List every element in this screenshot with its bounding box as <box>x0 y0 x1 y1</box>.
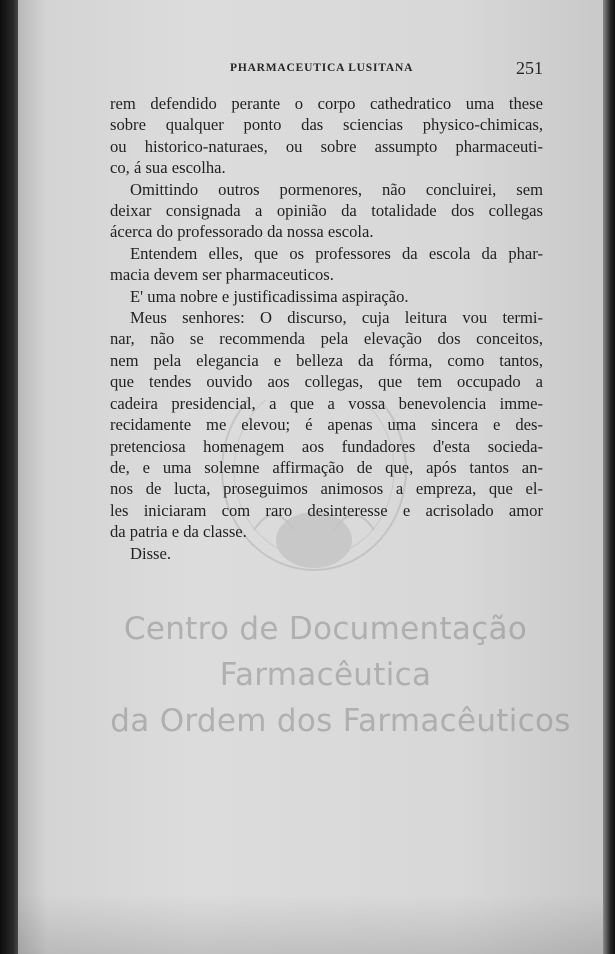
text-line: E' uma nobre e justificadissima aspiração. <box>130 286 409 306</box>
text-line: Disse. <box>130 543 172 563</box>
text-line: Omittindo outros pormenores, não concluirei, sem <box>130 179 543 199</box>
text-line: nos de lucta, proseguimos animosos a empreza, que el- <box>110 479 543 499</box>
text-line: ácerca do professorado da nossa escola. <box>110 222 374 242</box>
text-line: recidamente me elevou; é apenas uma sincera e des- <box>110 415 543 435</box>
text-line: nar, não se recommenda pela elevação dos conceitos, <box>110 329 543 349</box>
text-line: co, á sua escolha. <box>110 158 226 178</box>
text-line: Meus senhores: O discurso, cuja leitura vou termi- <box>130 308 543 328</box>
book-fore-edge <box>603 0 615 954</box>
book-page <box>18 0 603 954</box>
text-line: que tendes ouvido aos collegas, que tem occupado a <box>110 372 543 392</box>
text-line: rem defendido perante o corpo cathedratico uma these <box>110 94 543 113</box>
text-line: deixar consignada a opinião da totalidade dos collegas <box>110 201 543 221</box>
text-line: pretenciosa homenagem aos fundadores d'esta socieda- <box>110 436 543 456</box>
text-line: sobre qualquer ponto das sciencias physico-chimicas, <box>110 115 543 135</box>
text-line: macia devem ser pharmaceuticos. <box>110 265 334 285</box>
text-line: les iniciaram com raro desinteresse e acrisolado amor <box>110 500 543 520</box>
page-number: 251 <box>516 58 543 78</box>
body-text <box>110 93 543 564</box>
archive-watermark <box>18 606 615 744</box>
text-line: nem pela elegancia e belleza da fórma, como tantos, <box>110 350 543 370</box>
watermark-line-1: Centro de Documentação Farmacêutica <box>123 611 528 693</box>
watermark-line-2: da Ordem dos Farmacêuticos <box>110 703 571 739</box>
page-bottom-shade <box>18 894 603 954</box>
text-line: Entendem elles, que os professores da escola da phar- <box>130 243 543 263</box>
running-head: PHARMACEUTICA LUSITANA <box>230 62 414 74</box>
text-line: ou historico-naturaes, ou sobre assumpto pharmaceuti- <box>110 136 543 156</box>
text-line: de, e uma solemne affirmação de que, após tantos an- <box>110 457 543 477</box>
text-line: da patria e da classe. <box>110 522 247 542</box>
text-line: cadeira presidencial, a que a vossa benevolencia imme- <box>110 393 543 413</box>
